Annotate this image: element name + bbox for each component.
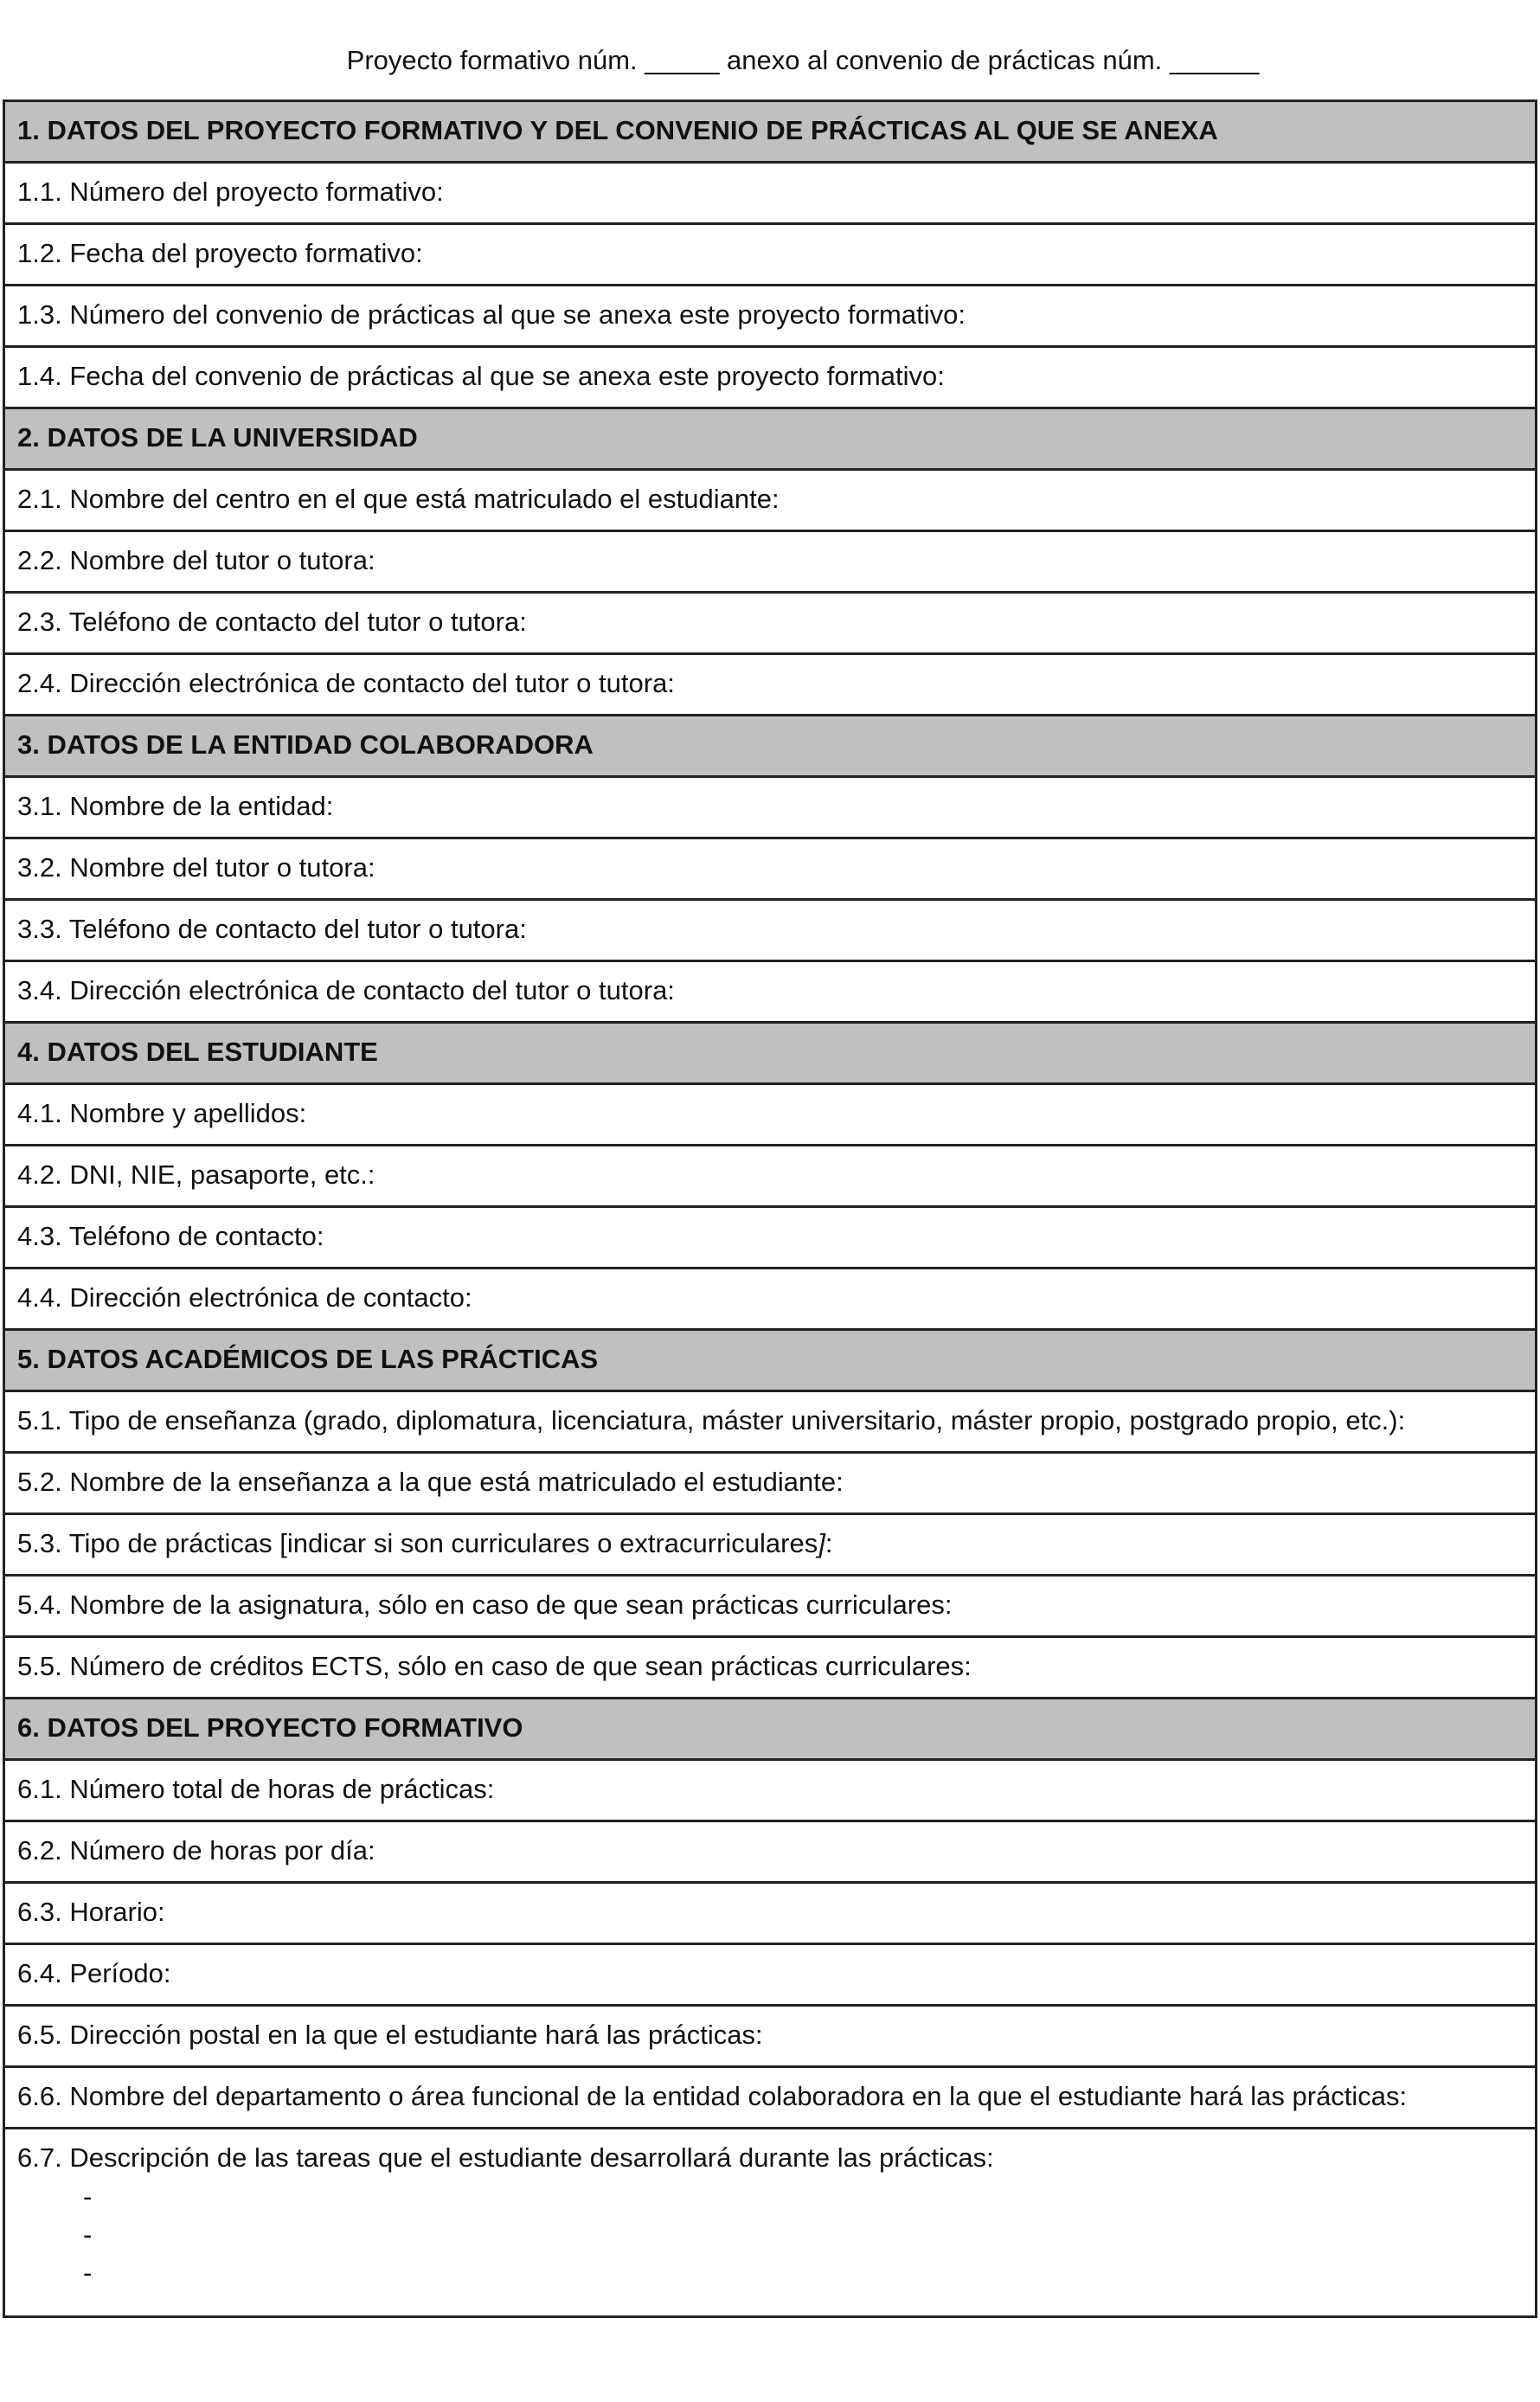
- task-bullet[interactable]: -: [83, 2257, 93, 2288]
- document-title: Proyecto formativo núm. _____ anexo al convenio de prácticas núm. ______: [346, 45, 1260, 75]
- field-row-3-1[interactable]: [4, 777, 1537, 838]
- field-label: 3.4. Dirección electrónica de contacto del tutor o tutora:: [17, 975, 675, 1005]
- form-field[interactable]: [4, 531, 1537, 593]
- field-label: 1.3. Número del convenio de prácticas al que se anexa este proyecto formativo:: [17, 299, 966, 330]
- form-field[interactable]: [4, 1207, 1537, 1268]
- field-row-5-4[interactable]: [4, 1576, 1537, 1637]
- form-field[interactable]: [4, 2129, 1537, 2317]
- task-list: [17, 2178, 1535, 2292]
- section-4-header: [4, 1023, 1537, 1084]
- form-field[interactable]: [4, 777, 1537, 838]
- field-label: 1.2. Fecha del proyecto formativo:: [17, 238, 423, 268]
- training-project-form: [3, 100, 1537, 2318]
- section-heading: 3. DATOS DE LA ENTIDAD COLABORADORA: [4, 716, 1537, 777]
- field-row-5-3[interactable]: [4, 1514, 1537, 1576]
- task-bullet[interactable]: -: [83, 2181, 93, 2212]
- form-field[interactable]: [4, 593, 1537, 654]
- field-label: 2.1. Nombre del centro en el que está matriculado el estudiante:: [17, 484, 780, 514]
- field-label: 6.5. Dirección postal en la que el estudiante hará las prácticas:: [17, 2020, 763, 2050]
- form-field[interactable]: [4, 961, 1537, 1023]
- form-field[interactable]: [4, 654, 1537, 716]
- field-label: 4.1. Nombre y apellidos:: [17, 1098, 307, 1128]
- field-row-1-2[interactable]: [4, 224, 1537, 286]
- section-heading: 6. DATOS DEL PROYECTO FORMATIVO: [4, 1699, 1537, 1760]
- field-label: 6.6. Nombre del departamento o área funcional de la entidad colaboradora en la que el estudiante hará las prácticas:: [17, 2081, 1408, 2111]
- field-row-2-3[interactable]: [4, 593, 1537, 654]
- field-row-6-7[interactable]: [4, 2129, 1537, 2317]
- section-heading: 1. DATOS DEL PROYECTO FORMATIVO Y DEL CONVENIO DE PRÁCTICAS AL QUE SE ANEXA: [4, 101, 1537, 163]
- form-field[interactable]: [4, 838, 1537, 900]
- task-bullet[interactable]: -: [83, 2219, 93, 2250]
- field-label: 3.3. Teléfono de contacto del tutor o tutora:: [17, 914, 527, 944]
- form-field[interactable]: [4, 163, 1537, 224]
- form-field[interactable]: [4, 1821, 1537, 1883]
- field-label: 2.4. Dirección electrónica de contacto del tutor o tutora:: [17, 668, 675, 698]
- form-field[interactable]: [4, 1637, 1537, 1699]
- section-6-header: [4, 1699, 1537, 1760]
- form-field[interactable]: [4, 1268, 1537, 1330]
- section-1-header: [4, 101, 1537, 163]
- field-label: 5.5. Número de créditos ECTS, sólo en caso de que sean prácticas curriculares:: [17, 1651, 972, 1681]
- field-row-6-4[interactable]: [4, 1944, 1537, 2006]
- field-row-3-3[interactable]: [4, 900, 1537, 961]
- field-row-6-6[interactable]: [4, 2067, 1537, 2129]
- form-field[interactable]: [4, 347, 1537, 408]
- field-label: 6.2. Número de horas por día:: [17, 1835, 375, 1866]
- form-field[interactable]: [4, 1146, 1537, 1207]
- form-field[interactable]: [4, 1883, 1537, 1944]
- field-row-3-2[interactable]: [4, 838, 1537, 900]
- field-label: 4.4. Dirección electrónica de contacto:: [17, 1282, 472, 1313]
- field-label: 5.4. Nombre de la asignatura, sólo en caso de que sean prácticas curriculares:: [17, 1590, 953, 1620]
- field-label: 6.1. Número total de horas de prácticas:: [17, 1774, 495, 1804]
- form-field[interactable]: [4, 2006, 1537, 2067]
- form-field[interactable]: [4, 1514, 1537, 1576]
- field-row-5-1[interactable]: [4, 1391, 1537, 1453]
- section-2-header: [4, 408, 1537, 470]
- field-label: 4.3. Teléfono de contacto:: [17, 1221, 324, 1251]
- field-row-1-4[interactable]: [4, 347, 1537, 408]
- field-label: 2.2. Nombre del tutor o tutora:: [17, 545, 375, 575]
- form-field[interactable]: [4, 1944, 1537, 2006]
- field-label: 5.3. Tipo de prácticas [indicar si son curriculares o extracurriculares]:: [17, 1528, 833, 1558]
- form-field[interactable]: [4, 224, 1537, 286]
- field-label: 6.4. Período:: [17, 1958, 171, 1988]
- field-label: 2.3. Teléfono de contacto del tutor o tutora:: [17, 607, 527, 637]
- field-row-2-2[interactable]: [4, 531, 1537, 593]
- field-row-3-4[interactable]: [4, 961, 1537, 1023]
- field-label: 6.3. Horario:: [17, 1897, 165, 1927]
- field-row-4-4[interactable]: [4, 1268, 1537, 1330]
- form-field[interactable]: [4, 900, 1537, 961]
- field-label: 1.4. Fecha del convenio de prácticas al que se anexa este proyecto formativo:: [17, 361, 945, 391]
- field-label: 5.2. Nombre de la enseñanza a la que está matriculado el estudiante:: [17, 1467, 844, 1497]
- field-row-6-3[interactable]: [4, 1883, 1537, 1944]
- section-heading: 4. DATOS DEL ESTUDIANTE: [4, 1023, 1537, 1084]
- section-heading: 2. DATOS DE LA UNIVERSIDAD: [4, 408, 1537, 470]
- field-label: 1.1. Número del proyecto formativo:: [17, 177, 444, 207]
- field-row-2-1[interactable]: [4, 470, 1537, 531]
- field-row-5-5[interactable]: [4, 1637, 1537, 1699]
- field-label: 4.2. DNI, NIE, pasaporte, etc.:: [17, 1159, 375, 1190]
- field-row-1-1[interactable]: [4, 163, 1537, 224]
- field-label: 3.1. Nombre de la entidad:: [17, 791, 334, 821]
- field-row-1-3[interactable]: [4, 286, 1537, 347]
- section-3-header: [4, 716, 1537, 777]
- field-row-4-1[interactable]: [4, 1084, 1537, 1146]
- field-label: 6.7. Descripción de las tareas que el estudiante desarrollará durante las prácticas:: [17, 2142, 994, 2173]
- section-5-header: [4, 1330, 1537, 1391]
- form-field[interactable]: [4, 286, 1537, 347]
- field-row-2-4[interactable]: [4, 654, 1537, 716]
- field-row-4-2[interactable]: [4, 1146, 1537, 1207]
- field-label: 3.2. Nombre del tutor o tutora:: [17, 852, 375, 883]
- form-field[interactable]: [4, 1576, 1537, 1637]
- field-row-4-3[interactable]: [4, 1207, 1537, 1268]
- field-label: 5.1. Tipo de enseñanza (grado, diplomatura, licenciatura, máster universitario, máster propio, postgrado propio, etc.):: [17, 1405, 1406, 1435]
- form-field[interactable]: [4, 1084, 1537, 1146]
- form-field[interactable]: [4, 1391, 1537, 1453]
- section-heading: 5. DATOS ACADÉMICOS DE LAS PRÁCTICAS: [4, 1330, 1537, 1391]
- field-row-6-2[interactable]: [4, 1821, 1537, 1883]
- field-row-6-5[interactable]: [4, 2006, 1537, 2067]
- form-field[interactable]: [4, 1760, 1537, 1821]
- field-row-5-2[interactable]: [4, 1453, 1537, 1514]
- form-field[interactable]: [4, 1453, 1537, 1514]
- field-row-6-1[interactable]: [4, 1760, 1537, 1821]
- form-field[interactable]: [4, 2067, 1537, 2129]
- form-field[interactable]: [4, 470, 1537, 531]
